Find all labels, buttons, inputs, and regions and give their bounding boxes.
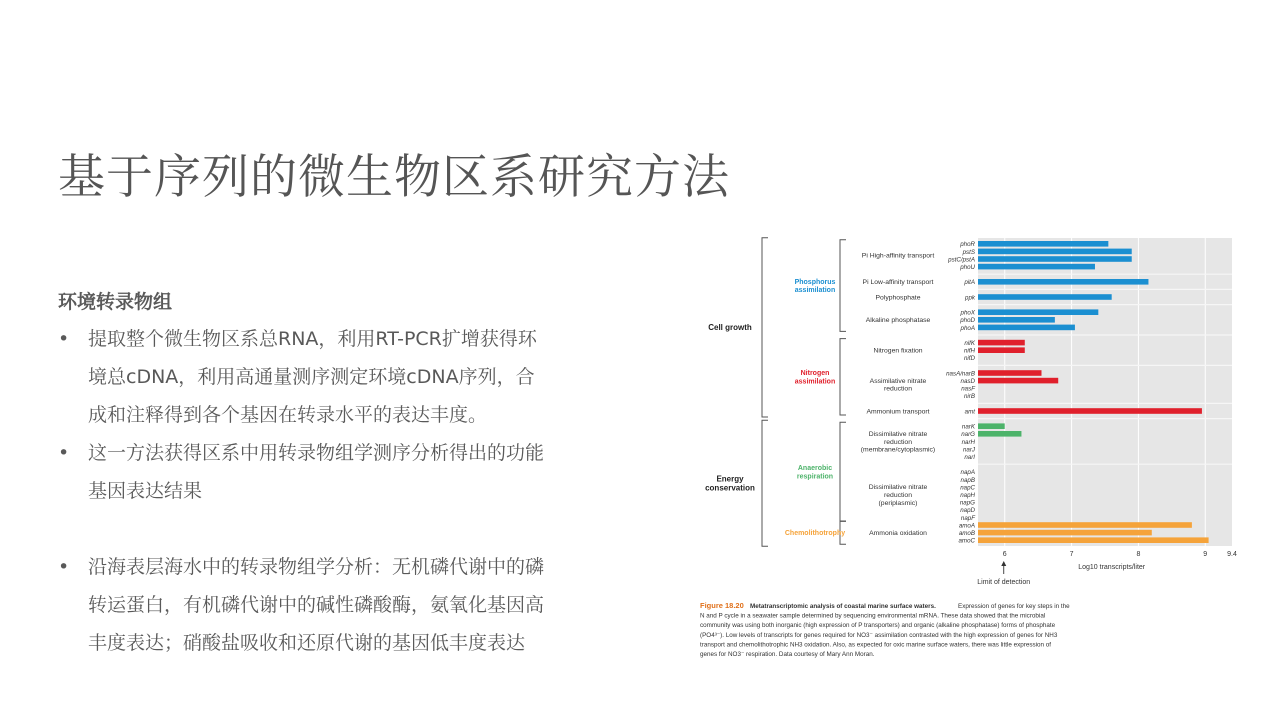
bullet-line: 这一方法获得区系中用转录物组学测序分析得出的功能 [88, 442, 545, 464]
x-tick-label: 9 [1203, 551, 1208, 558]
process-label: reduction [884, 491, 912, 499]
x-axis-label: Log10 transcripts/liter [1078, 564, 1146, 571]
bar [978, 423, 1005, 429]
limit-label: Limit of detection [977, 579, 1031, 586]
pathway-label: Phosphorus [794, 279, 836, 287]
pathway-bracket [840, 422, 846, 521]
caption-line: N and P cycle in a seawater sample determined by sequencing environmental mRNA. These data showed that the microbial [700, 612, 1046, 620]
process-label: Polyphosphate [875, 294, 921, 302]
bullet-marker: • [58, 328, 70, 350]
bullet-line: 境总cDNA，利用高通量测序测定环境cDNA序列，合 [88, 366, 535, 388]
gene-label: nifK [964, 340, 975, 347]
category-label: conservation [705, 483, 755, 493]
bullet-marker: • [58, 556, 70, 578]
caption-label: Figure 18.20 [700, 601, 744, 610]
section-subheading: 环境转录物组 [58, 291, 173, 313]
gene-label: amoC [958, 537, 975, 545]
bar [978, 431, 1021, 437]
process-label: Dissimilative nitrate [868, 430, 928, 438]
gene-label: napH [960, 492, 975, 499]
gene-label: nasF [961, 385, 975, 393]
gene-label: narH [961, 438, 975, 446]
slide-title: 基于序列的微生物区系研究方法 [58, 150, 730, 205]
pathway-label: Chemolithotrophy [784, 530, 846, 538]
process-label: Nitrogen fixation [873, 347, 923, 355]
gene-label: narK [961, 423, 975, 431]
process-label: Alkaline phosphatase [865, 317, 931, 325]
bar [978, 264, 1095, 270]
bar [978, 309, 1098, 315]
caption-line: transport and chemolithotrophic NH3 oxidation. Also, as expected for oxic marine surface waters, there was little expression of [700, 641, 1052, 649]
gene-label: napA [960, 469, 975, 477]
bar [978, 370, 1042, 376]
gene-label: phoR [960, 241, 975, 249]
caption-title: Metatranscriptomic analysis of coastal marine surface waters. [750, 603, 936, 610]
bar [978, 325, 1075, 331]
bar [978, 378, 1058, 384]
category-label: Energy [716, 474, 744, 484]
bullet-item-3 [58, 548, 618, 662]
gene-label: phoD [960, 317, 975, 325]
gene-label: ppk [965, 294, 975, 302]
bar [978, 522, 1192, 528]
pathway-label: assimilation [794, 287, 836, 295]
bar [978, 408, 1202, 414]
process-label: reduction [884, 438, 912, 446]
bullet-line: 提取整个微生物区系总RNA，利用RT-PCR扩增获得环 [88, 328, 537, 350]
bar [978, 256, 1132, 262]
bar [978, 249, 1132, 255]
bullet-list [58, 320, 618, 662]
gene-label: napC [960, 484, 975, 492]
gene-label: amoA [958, 522, 975, 530]
bullet-line: 转运蛋白，有机磷代谢中的碱性磷酸酶，氨氧化基因高 [88, 594, 545, 616]
bar [978, 347, 1025, 353]
limit-arrowhead [1001, 561, 1006, 566]
gene-label: amoB [958, 530, 975, 537]
gene-label: narI [964, 454, 975, 461]
gene-label: phoX [960, 309, 975, 317]
process-label: (periplasmic) [878, 499, 918, 507]
gene-label: nasA/narB [946, 370, 975, 378]
process-label: Ammonium transport [866, 408, 930, 416]
process-label: Pi Low-affinity transport [862, 279, 934, 287]
bar [978, 537, 1209, 543]
gene-label: napD [960, 507, 975, 515]
gene-label: narJ [962, 446, 975, 454]
bar [978, 530, 1152, 536]
gene-label: nasD [960, 378, 975, 385]
bullet-line: 基因表达结果 [88, 480, 203, 502]
gene-label: nifD [963, 355, 975, 363]
pathway-label: assimilation [794, 378, 836, 386]
gene-label: phoA [960, 324, 975, 332]
category-bracket [762, 238, 768, 417]
gene-label: nirB [963, 393, 975, 401]
metatranscriptomic-bar-chart [690, 230, 1250, 670]
bullet-item-1 [58, 320, 618, 434]
bar [978, 279, 1148, 285]
gene-label: pstC/pstA [948, 256, 975, 264]
gene-label: narG [961, 431, 975, 439]
x-tick-label: 9.4 [1227, 551, 1237, 558]
x-tick-label: 6 [1002, 551, 1007, 558]
caption-line: Expression of genes for key steps in the [958, 603, 1070, 610]
bullet-line: 丰度表达；硝酸盐吸收和还原代谢的基因低丰度表达 [88, 632, 526, 654]
caption-line: community was using both inorganic (high expression of P transporters) and organic (alkaline phosphatase) forms of phosphate [700, 622, 1056, 630]
bar [978, 241, 1108, 247]
bullet-line: 沿海表层海水中的转录物组学分析：无机磷代谢中的磷 [88, 556, 545, 578]
category-bracket [762, 420, 768, 546]
gene-label: napF [960, 514, 975, 522]
gene-label: nifH [963, 347, 975, 355]
process-label: reduction [884, 385, 912, 393]
gene-label: napB [960, 476, 975, 484]
process-label: Dissimilative nitrate [868, 484, 928, 492]
caption-line: (PO4³⁻). Low levels of transcripts for genes required for NO3⁻ assimilation contrasted with the high expression of genes for NH3 [700, 631, 1058, 639]
caption-line: genes for NO3⁻ respiration. Data courtesy of Mary Ann Moran. [700, 651, 875, 658]
bar [978, 340, 1025, 346]
gene-label: pitA [964, 279, 975, 287]
pathway-label: Nitrogen [800, 370, 830, 378]
gene-label: amt [964, 408, 975, 416]
pathway-label: Anaerobic [797, 465, 833, 473]
process-label: Pi High-affinity transport [861, 252, 935, 260]
pathway-label: respiration [796, 473, 834, 481]
gene-label: napG [959, 499, 975, 507]
process-label: (membrane/cytoplasmic) [860, 446, 936, 454]
x-tick-label: 7 [1069, 551, 1074, 558]
process-label: Assimilative nitrate [869, 377, 927, 385]
category-label: Cell growth [708, 323, 752, 333]
bar [978, 294, 1112, 300]
process-label: Ammonia oxidation [869, 529, 927, 537]
gene-label: pstS [962, 248, 975, 256]
bullet-line: 成和注释得到各个基因在转录水平的表达丰度。 [88, 404, 488, 426]
bullet-marker: • [58, 442, 70, 464]
bar [978, 317, 1055, 323]
gene-label: phoU [960, 264, 975, 271]
bullet-item-2 [58, 434, 618, 510]
pathway-bracket [840, 240, 846, 332]
x-tick-label: 8 [1136, 551, 1141, 558]
pathway-bracket [840, 339, 846, 415]
